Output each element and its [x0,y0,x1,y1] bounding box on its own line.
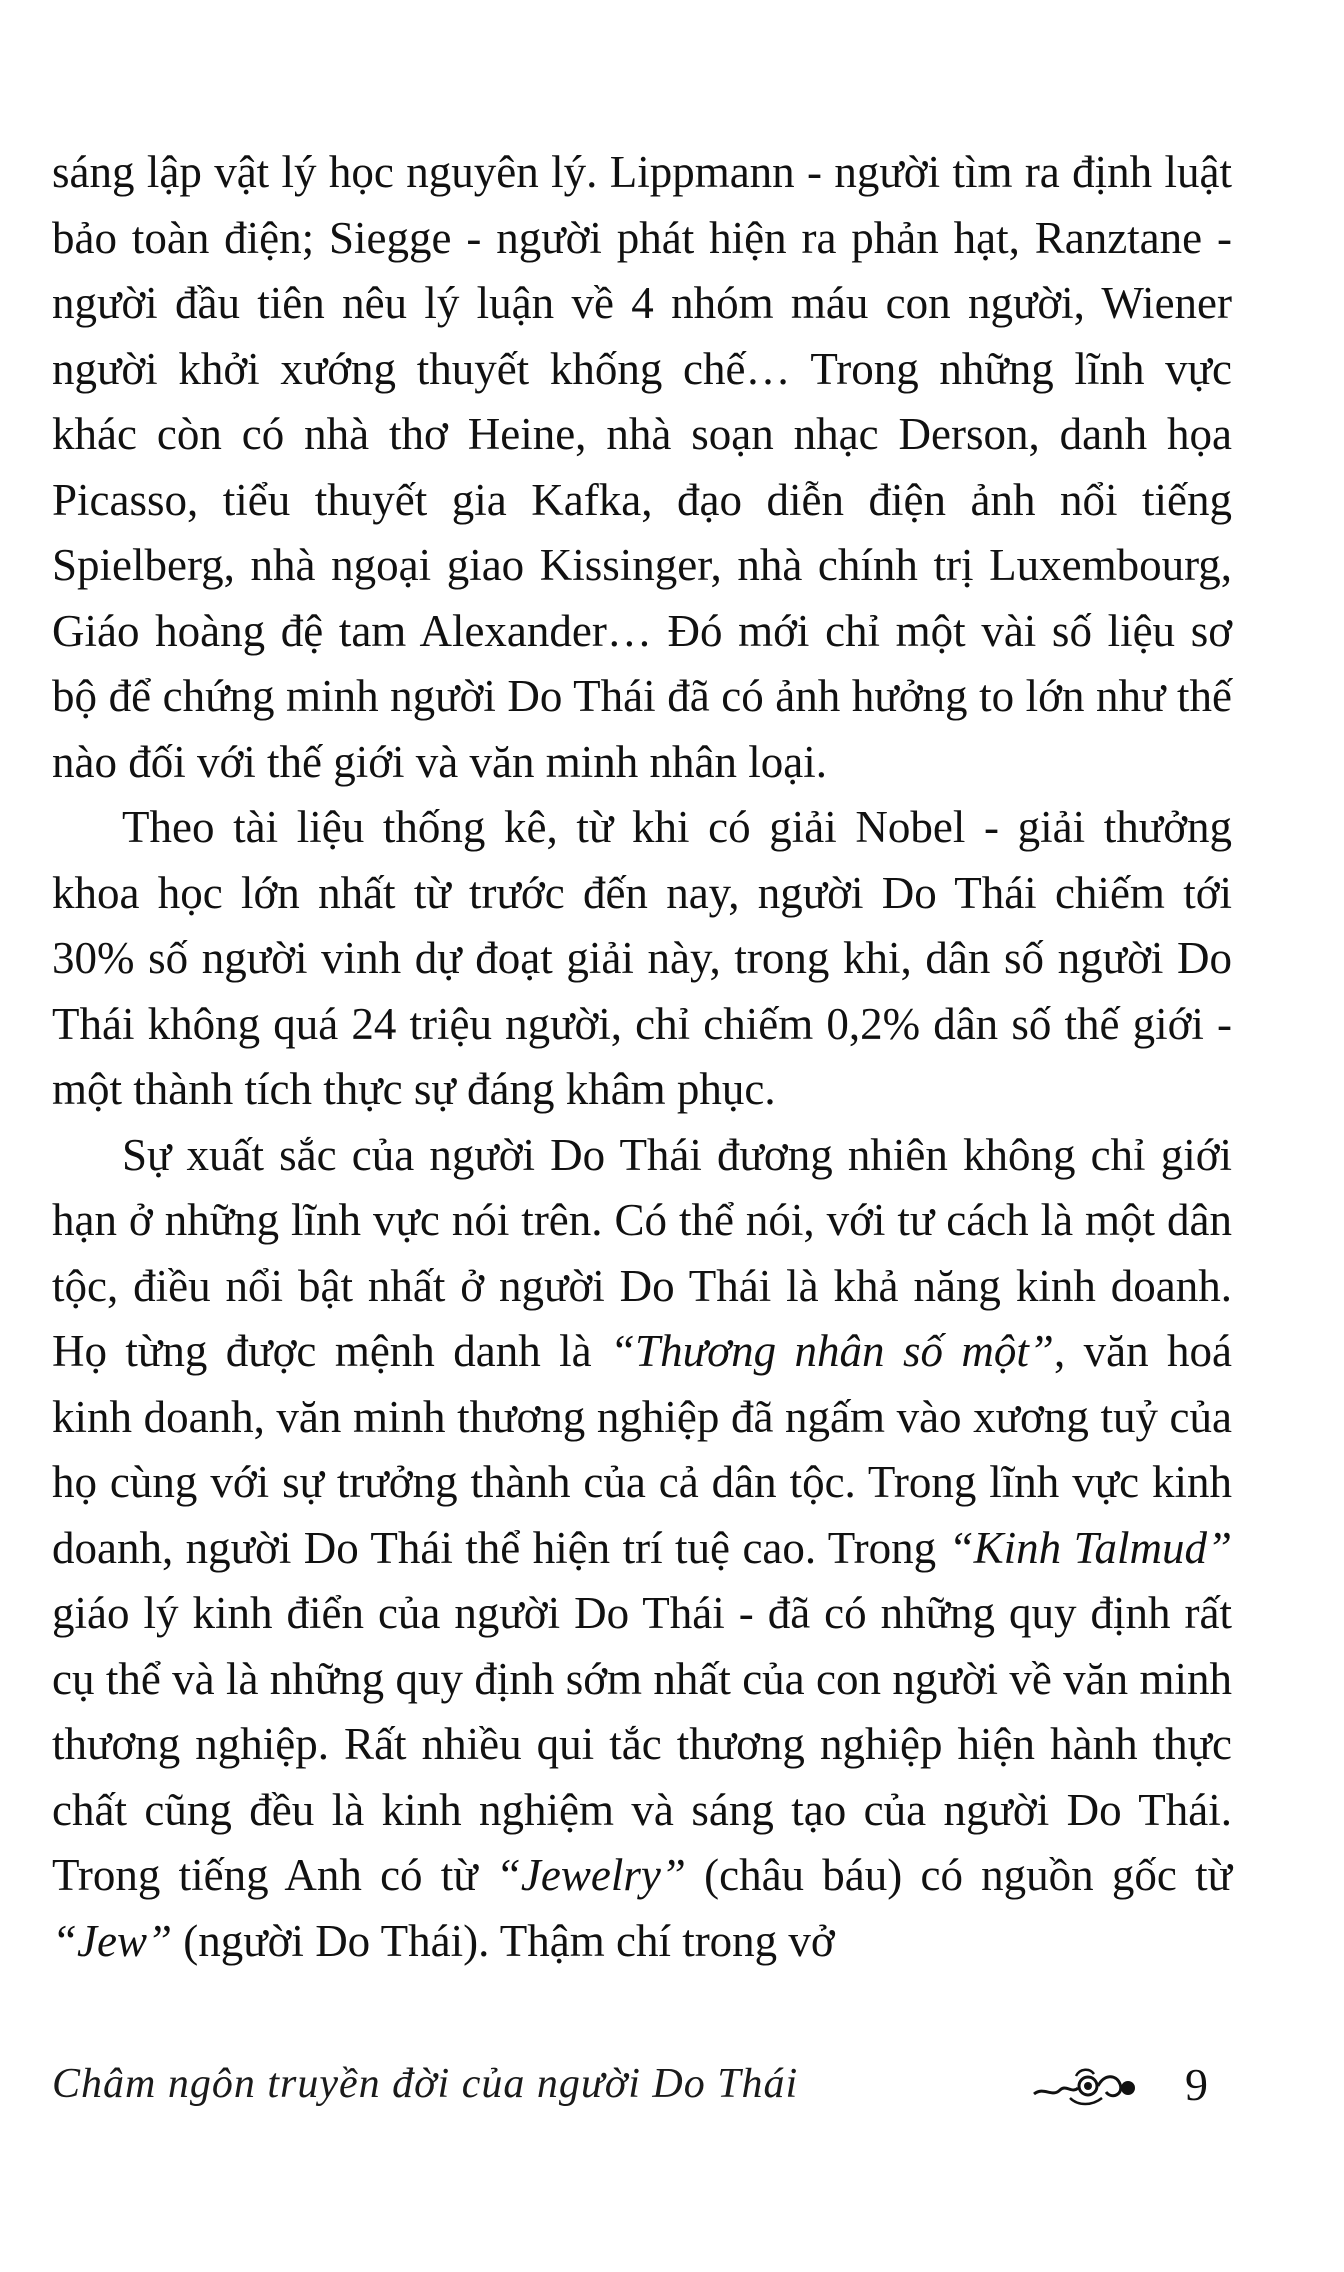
page-number: 9 [1185,2059,1208,2110]
italic-text-segment: “Kinh Talmud” [948,1522,1232,1573]
running-footer-title: Châm ngôn truyền đời của người Do Thái [52,2061,799,2107]
italic-text-segment: “Thương nhân số một” [610,1326,1054,1376]
text-segment: (châu báu) có nguồn gốc từ [685,1850,1232,1900]
paragraph [52,795,1232,1123]
page-footer [0,2050,1344,2140]
italic-text-segment: “Jewelry” [495,1850,686,1900]
text-segment: Theo tài liệu thống kê, từ khi có giải Nobel - giải thưởng khoa học lớn nhất từ trước đến nay, người Do Thái chiếm tới 30% số người vinh dự đoạt giải này, trong khi, dân số người Do Thái không quá 24 triệu người, chỉ chiếm 0,2% dân số thế giới - một thành tích thực sự đáng khâm phục. [52,802,1232,1114]
text-segment: sáng lập vật lý học nguyên lý. Lippmann - người tìm ra định luật bảo toàn điện; Siegge - người phát hiện ra phản hạt, Ranztane - người đầu tiên nêu lý luận về 4 nhóm máu con người, Wiener người khởi xướng thuyết khống chế… Trong những lĩnh vực khác còn có nhà thơ Heine, nhà soạn nhạc Derson, danh họa Picasso, tiểu thuyết gia Kafka, đạo diễn điện ảnh nổi tiếng Spielberg, nhà ngoại giao Kissinger, nhà chính trị Luxembourg, Giáo hoàng đệ tam Alexander… Đó mới chỉ một vài số liệu sơ bộ để chứng minh người Do Thái đã có ảnh hưởng to lớn như thế nào đối với thế giới và văn minh nhân loại. [52,147,1232,787]
text-segment: giáo lý kinh điển của người Do Thái - đã có những quy định rất cụ thể và là những quy định sớm nhất của con người về văn minh thương nghiệp. Rất nhiều qui tắc thương nghiệp hiện hành thực chất cũng đều là kinh nghiệm và sáng tạo của người Do Thái. Trong tiếng Anh có từ [52,1588,1232,1900]
paragraph [52,1123,1232,1975]
text-segment: Sự xuất sắc của người Do Thái đương nhiên không chỉ giới hạn ở những lĩnh vực nói trên. Có thể nói, với tư cách là một dân tộc, điều nổi bật nhất ở người Do Thái là khả năng kinh doanh. Họ từng được mệnh danh là [52,1129,1232,1376]
scroll-ornament-icon [1030,2064,1140,2110]
text-segment: , văn hoá kinh doanh, văn minh thương nghiệp đã ngấm vào xương tuỷ của họ cùng với sự trưởng thành của cả dân tộc. Trong lĩnh vực kinh doanh, người Do Thái thể hiện trí tuệ cao. Trong [52,1326,1232,1573]
body-text [52,140,1232,1974]
italic-text-segment: “Jew” [52,1915,173,1966]
text-segment: (người Do Thái). Thậm chí trong vở [172,1915,835,1966]
paragraph [52,140,1232,795]
